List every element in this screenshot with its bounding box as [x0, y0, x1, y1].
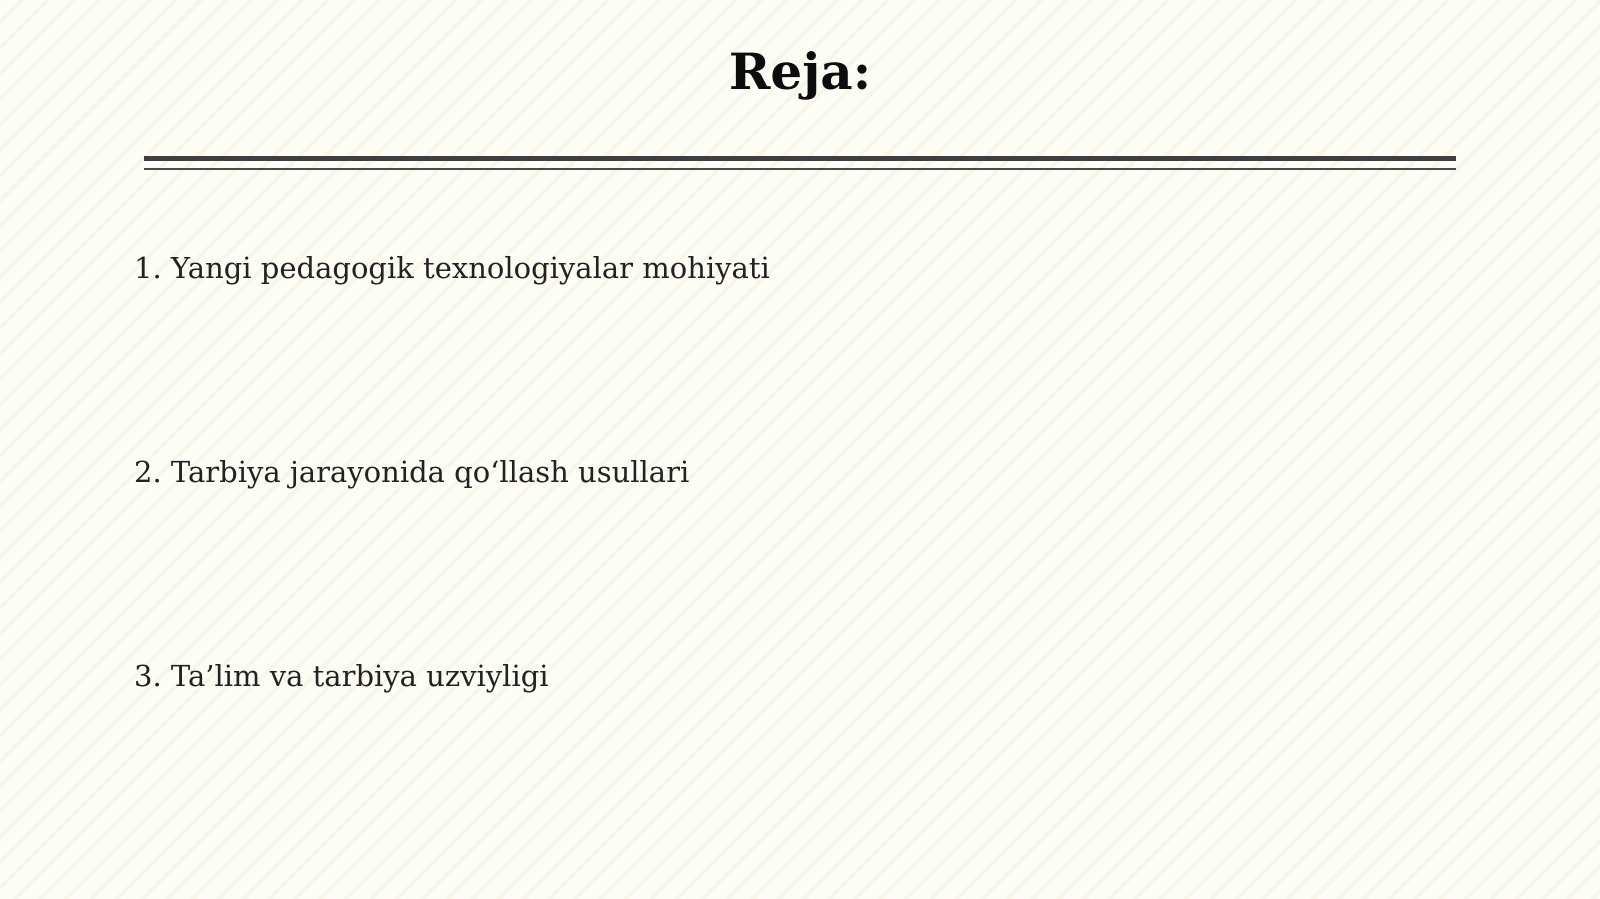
plan-item-1: 1. Yangi pedagogik texnologiyalar mohiyati — [134, 251, 770, 285]
plan-item-2: 2. Tarbiya jarayonida qo‘llash usullari — [134, 455, 690, 489]
plan-item-3: 3. Ta’lim va tarbiya uzviyligi — [134, 659, 549, 693]
slide-title: Reja: — [728, 42, 872, 101]
divider-thin-line — [144, 168, 1456, 170]
title-divider — [144, 156, 1456, 172]
divider-thick-line — [144, 156, 1456, 161]
